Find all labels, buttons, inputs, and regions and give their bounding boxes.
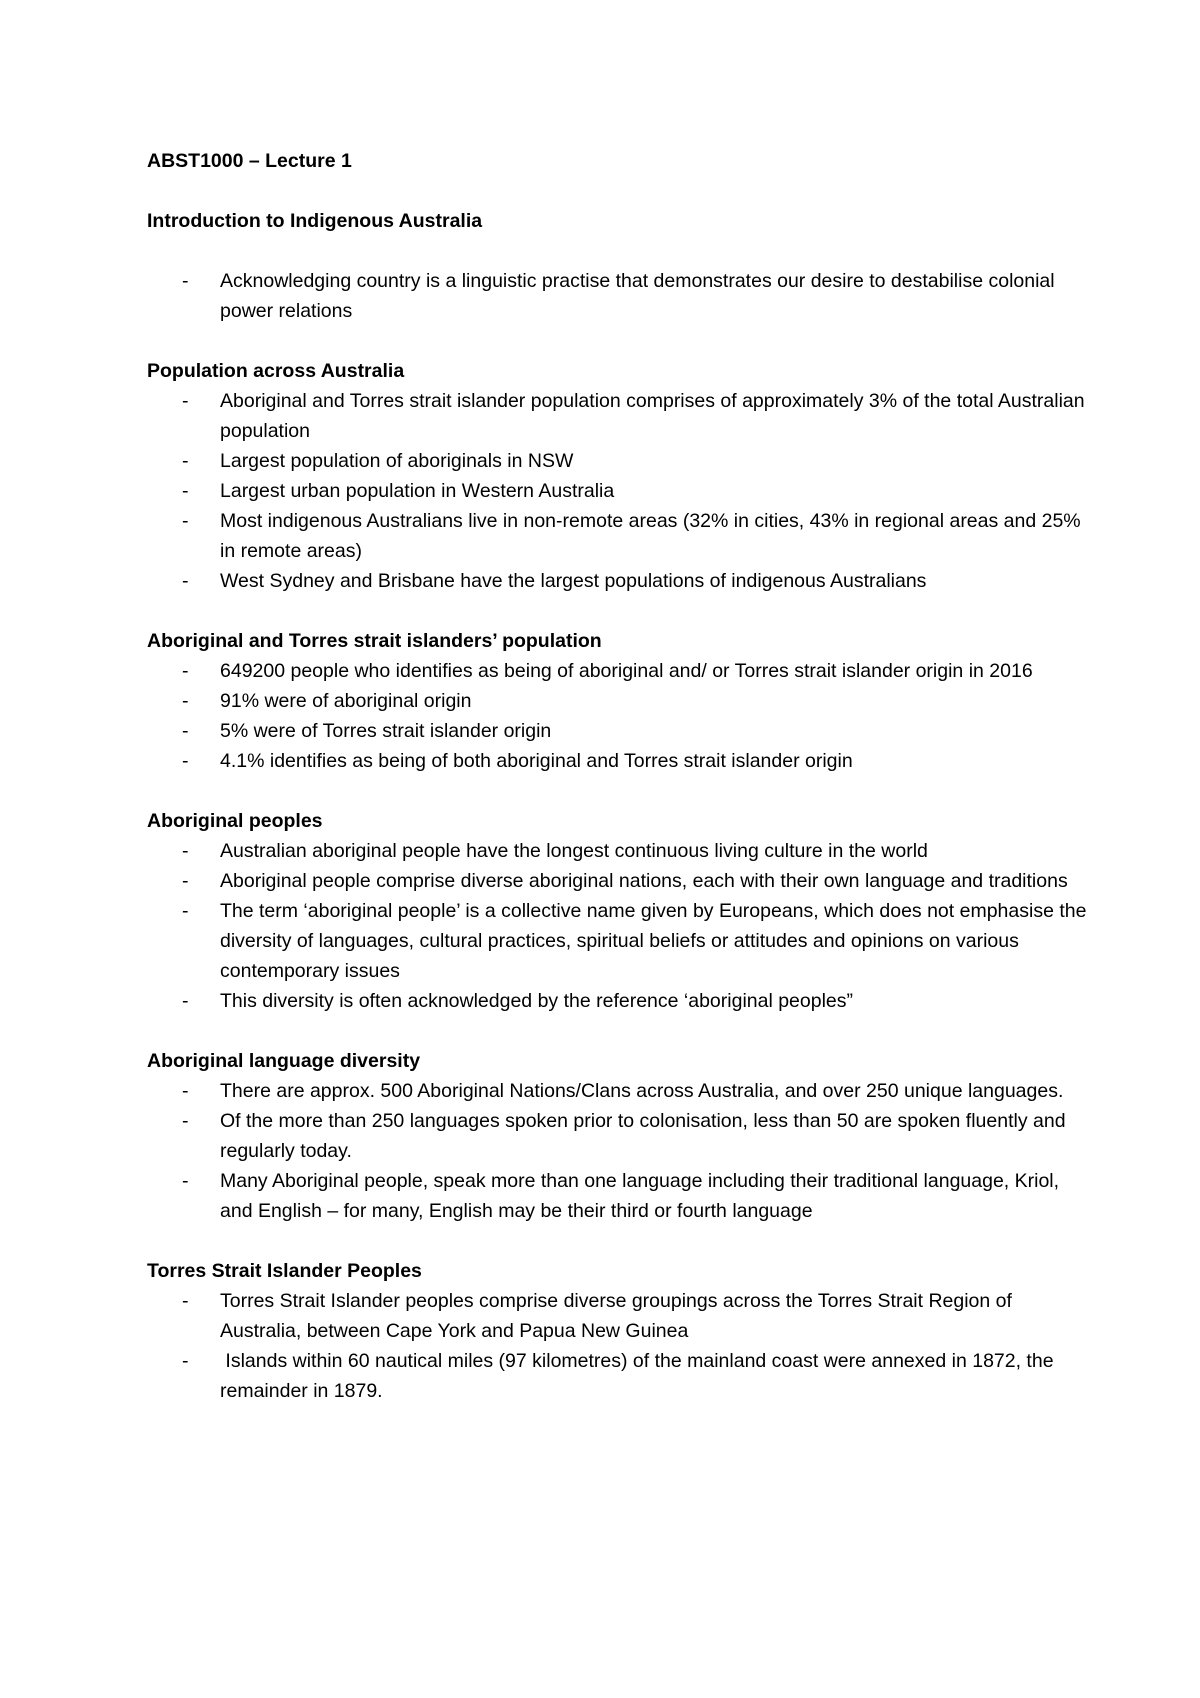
list-item — [147, 386, 1087, 446]
list-item — [147, 1346, 1087, 1406]
list-item-text: 649200 people who identifies as being of aboriginal and/ or Torres strait islander origin in 2016 — [220, 660, 1033, 682]
spacer — [147, 326, 1087, 356]
bullet-dash: - — [182, 690, 189, 712]
list-item — [147, 1076, 1087, 1106]
intro-list — [147, 266, 1087, 326]
spacer — [147, 596, 1087, 626]
list-item-text: 5% were of Torres strait islander origin — [220, 720, 552, 742]
bullet-dash: - — [182, 1290, 189, 1312]
list-item-text: Australian aboriginal people have the longest continuous living culture in the world — [220, 840, 928, 862]
list-item-text: Islands within 60 nautical miles (97 kilometres) of the mainland coast were annexed in 1872, the remainder in 1879. — [220, 1350, 1059, 1402]
bullet-dash: - — [182, 1170, 189, 1192]
spacer — [147, 176, 1087, 206]
document-subtitle: Introduction to Indigenous Australia — [147, 210, 483, 232]
section-list-aboriginal-peoples — [147, 836, 1087, 1016]
spacer — [147, 776, 1087, 806]
list-item-text: 4.1% identifies as being of both aboriginal and Torres strait islander origin — [220, 750, 853, 772]
bullet-dash: - — [182, 720, 189, 742]
list-item-text: Acknowledging country is a linguistic practise that demonstrates our desire to destabilise colonial power relations — [220, 270, 1055, 322]
section-heading-language-diversity: Aboriginal language diversity — [147, 1050, 421, 1072]
bullet-dash: - — [182, 570, 189, 592]
bullet-dash: - — [182, 390, 189, 412]
list-item — [147, 716, 1087, 746]
list-item — [147, 866, 1087, 896]
list-item-text: Torres Strait Islander peoples comprise diverse groupings across the Torres Strait Region of Australia, between Cape York and Papua New Guinea — [220, 1290, 1012, 1342]
list-item-text: Many Aboriginal people, speak more than one language including their traditional language, Kriol, and English – for many, English may be their third or fourth language — [220, 1170, 1060, 1222]
spacer — [147, 1226, 1087, 1256]
list-item-text: This diversity is often acknowledged by the reference ‘aboriginal peoples” — [220, 990, 854, 1012]
section-list-population — [147, 386, 1087, 596]
list-item-text: 91% were of aboriginal origin — [220, 690, 472, 712]
list-item-text: Aboriginal people comprise diverse aboriginal nations, each with their own language and traditions — [220, 870, 1068, 892]
list-item — [147, 896, 1087, 986]
list-item-text: Largest population of aboriginals in NSW — [220, 450, 574, 472]
list-item — [147, 1286, 1087, 1346]
list-item-text: West Sydney and Brisbane have the largest populations of indigenous Australians — [220, 570, 927, 592]
section-heading-torres-strait-islander-peoples: Torres Strait Islander Peoples — [147, 1260, 422, 1282]
section-list-torres-strait-islander-peoples — [147, 1286, 1087, 1406]
document-body — [147, 146, 1087, 1406]
list-item-text: The term ‘aboriginal people’ is a collective name given by Europeans, which does not emphasise the diversity of languages, cultural practices, spiritual beliefs or attitudes and opinions on various contemporary issues — [220, 900, 1087, 982]
bullet-dash: - — [182, 900, 189, 922]
spacer — [147, 236, 1087, 266]
bullet-dash: - — [182, 1080, 189, 1102]
list-item — [147, 1166, 1087, 1226]
bullet-dash: - — [182, 480, 189, 502]
bullet-dash: - — [182, 750, 189, 772]
section-list-language-diversity — [147, 1076, 1087, 1226]
bullet-dash: - — [182, 270, 189, 292]
bullet-dash: - — [182, 660, 189, 682]
list-item-text: Most indigenous Australians live in non-remote areas (32% in cities, 43% in regional areas and 25% in remote areas) — [220, 510, 1081, 562]
list-item-text: Aboriginal and Torres strait islander population comprises of approximately 3% of the total Australian population — [220, 390, 1085, 442]
bullet-dash: - — [182, 510, 189, 532]
bullet-dash: - — [182, 1110, 189, 1132]
list-item-text: There are approx. 500 Aboriginal Nations/Clans across Australia, and over 250 unique languages. — [220, 1080, 1064, 1102]
list-item — [147, 566, 1087, 596]
list-item — [147, 446, 1087, 476]
spacer — [147, 1016, 1087, 1046]
list-item — [147, 1106, 1087, 1166]
section-heading-aboriginal-peoples: Aboriginal peoples — [147, 810, 323, 832]
bullet-dash: - — [182, 870, 189, 892]
list-item — [147, 656, 1087, 686]
list-item — [147, 746, 1087, 776]
bullet-dash: - — [182, 840, 189, 862]
section-list-islanders-population — [147, 656, 1087, 776]
list-item — [147, 506, 1087, 566]
section-heading-islanders-population: Aboriginal and Torres strait islanders’ population — [147, 630, 602, 652]
list-item — [147, 986, 1087, 1016]
list-item — [147, 266, 1087, 326]
section-heading-population: Population across Australia — [147, 360, 405, 382]
document-title: ABST1000 – Lecture 1 — [147, 150, 352, 172]
list-item-text: Of the more than 250 languages spoken prior to colonisation, less than 50 are spoken fluently and regularly today. — [220, 1110, 1066, 1162]
bullet-dash: - — [182, 450, 189, 472]
list-item — [147, 836, 1087, 866]
bullet-dash: - — [182, 1350, 189, 1372]
list-item-text: Largest urban population in Western Australia — [220, 480, 615, 502]
bullet-dash: - — [182, 990, 189, 1012]
list-item — [147, 476, 1087, 506]
list-item — [147, 686, 1087, 716]
